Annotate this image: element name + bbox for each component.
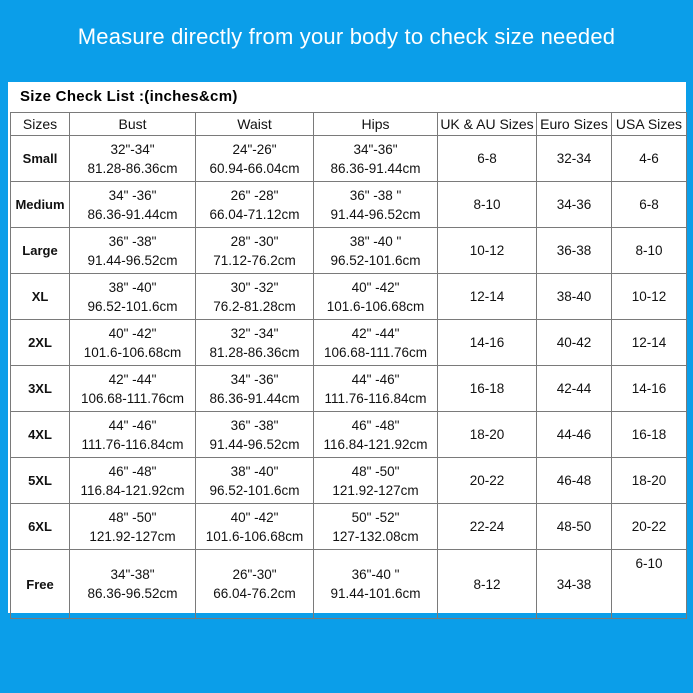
table-row (11, 274, 687, 320)
bust-inches: 36" -38" (108, 233, 157, 249)
usa-cell: 4-6 (612, 136, 687, 182)
size-cell: 3XL (11, 366, 70, 412)
hips-inches: 42" -44" (351, 325, 400, 341)
waist-cm: 86.36-91.44cm (209, 390, 300, 406)
bust-inches: 32"-34" (110, 141, 155, 157)
euro-cell: 46-48 (537, 458, 612, 504)
hips-cm: 101.6-106.68cm (326, 298, 425, 314)
uk-au-cell: 14-16 (438, 320, 537, 366)
hips-cm: 111.76-116.84cm (324, 390, 427, 406)
usa-cell: 16-18 (612, 412, 687, 458)
waist-cell (196, 182, 314, 228)
hips-cm: 91.44-96.52cm (330, 206, 421, 222)
table-row (11, 320, 687, 366)
hips-cm: 116.84-121.92cm (323, 436, 428, 452)
usa-cell: 18-20 (612, 458, 687, 504)
usa-cell: 6-8 (612, 182, 687, 228)
hips-inches: 38" -40 " (349, 233, 402, 249)
bust-cm: 101.6-106.68cm (83, 344, 182, 360)
waist-inches: 36" -38" (230, 417, 279, 433)
table-row (11, 504, 687, 550)
chart-title: Size Check List :(inches&cm) (20, 88, 238, 105)
usa-cell: 20-22 (612, 504, 687, 550)
uk-au-cell: 6-8 (438, 136, 537, 182)
hips-inches: 46" -48" (351, 417, 400, 433)
waist-cm: 76.2-81.28cm (213, 298, 296, 314)
uk-au-cell: 10-12 (438, 228, 537, 274)
uk-au-cell: 20-22 (438, 458, 537, 504)
hips-cell (314, 274, 438, 320)
table-row (11, 228, 687, 274)
uk-au-cell: 8-10 (438, 182, 537, 228)
waist-cell (196, 274, 314, 320)
hips-inches: 44" -46" (351, 371, 400, 387)
waist-cm: 71.12-76.2cm (213, 252, 296, 268)
bust-cell (70, 550, 196, 619)
hips-cell (314, 366, 438, 412)
waist-cm: 60.94-66.04cm (209, 160, 300, 176)
table-row (11, 366, 687, 412)
header-sizes: Sizes (11, 113, 70, 136)
waist-inches: 40" -42" (230, 509, 279, 525)
waist-inches: 32" -34" (230, 325, 279, 341)
hips-inches: 40" -42" (351, 279, 400, 295)
waist-cell (196, 320, 314, 366)
bust-cell (70, 228, 196, 274)
waist-cell (196, 366, 314, 412)
bust-cell (70, 412, 196, 458)
waist-cm: 66.04-71.12cm (209, 206, 300, 222)
waist-inches: 26" -28" (230, 187, 279, 203)
waist-inches: 26"-30" (232, 567, 277, 582)
header-waist: Waist (196, 113, 314, 136)
bust-cell (70, 504, 196, 550)
hips-inches: 50" -52" (351, 509, 400, 525)
uk-au-cell: 16-18 (438, 366, 537, 412)
bust-cm: 116.84-121.92cm (80, 482, 185, 498)
usa-cell: 8-10 (612, 228, 687, 274)
bust-cell (70, 320, 196, 366)
size-cell: Medium (11, 182, 70, 228)
bust-cm: 111.76-116.84cm (81, 436, 184, 452)
hips-cm: 91.44-101.6cm (330, 586, 421, 601)
bust-cell (70, 366, 196, 412)
euro-cell: 48-50 (537, 504, 612, 550)
uk-au-cell: 22-24 (438, 504, 537, 550)
bust-cm: 86.36-91.44cm (87, 206, 178, 222)
hips-cell (314, 320, 438, 366)
hips-cell (314, 458, 438, 504)
waist-cm: 81.28-86.36cm (209, 344, 300, 360)
size-table (10, 112, 687, 619)
bust-cell (70, 274, 196, 320)
usa-cell: 14-16 (612, 366, 687, 412)
usa-cell: 12-14 (612, 320, 687, 366)
size-cell: 5XL (11, 458, 70, 504)
bust-cm: 106.68-111.76cm (80, 390, 185, 406)
hips-inches: 36"-40 " (351, 567, 400, 582)
table-row (11, 458, 687, 504)
bust-cell (70, 458, 196, 504)
hips-cm: 86.36-91.44cm (330, 160, 421, 176)
uk-au-cell: 8-12 (438, 550, 537, 619)
waist-inches: 28" -30" (230, 233, 279, 249)
waist-cell (196, 228, 314, 274)
header-uk-au: UK & AU Sizes (438, 113, 537, 136)
bust-inches: 38" -40" (108, 279, 157, 295)
bust-cm: 96.52-101.6cm (87, 298, 178, 314)
bust-cm: 86.36-96.52cm (87, 586, 178, 601)
usa-cell: 10-12 (612, 274, 687, 320)
table-row (11, 412, 687, 458)
hips-inches: 36" -38 " (349, 187, 402, 203)
bust-inches: 44" -46" (108, 417, 157, 433)
size-chart-sheet (8, 82, 686, 613)
bust-inches: 40" -42" (108, 325, 157, 341)
hips-cm: 127-132.08cm (332, 528, 419, 544)
size-cell: Free (11, 550, 70, 619)
hips-cell (314, 550, 438, 619)
bust-inches: 48" -50" (108, 509, 157, 525)
size-cell: 4XL (11, 412, 70, 458)
waist-cm: 91.44-96.52cm (209, 436, 300, 452)
header-row (11, 113, 687, 136)
waist-cell (196, 412, 314, 458)
euro-cell: 40-42 (537, 320, 612, 366)
bust-inches: 42" -44" (108, 371, 157, 387)
header-bust: Bust (70, 113, 196, 136)
size-cell: 6XL (11, 504, 70, 550)
size-cell: Small (11, 136, 70, 182)
size-cell: XL (11, 274, 70, 320)
euro-cell: 44-46 (537, 412, 612, 458)
hips-cm: 121.92-127cm (332, 482, 419, 498)
waist-cell (196, 136, 314, 182)
hips-cm: 96.52-101.6cm (330, 252, 421, 268)
waist-cell (196, 458, 314, 504)
header-usa: USA Sizes (612, 113, 687, 136)
usa-cell: 6-10 (612, 550, 687, 619)
hips-inches: 34"-36" (353, 141, 398, 157)
waist-inches: 24"-26" (232, 141, 277, 157)
euro-cell: 34-36 (537, 182, 612, 228)
waist-inches: 30" -32" (230, 279, 279, 295)
bust-cm: 121.92-127cm (89, 528, 176, 544)
hips-cm: 106.68-111.76cm (323, 344, 428, 360)
bust-cm: 81.28-86.36cm (87, 160, 178, 176)
waist-inches: 38" -40" (230, 463, 279, 479)
uk-au-cell: 12-14 (438, 274, 537, 320)
euro-cell: 36-38 (537, 228, 612, 274)
euro-cell: 34-38 (537, 550, 612, 619)
hips-cell (314, 228, 438, 274)
table-row (11, 182, 687, 228)
waist-cm: 101.6-106.68cm (205, 528, 304, 544)
euro-cell: 42-44 (537, 366, 612, 412)
hips-cell (314, 504, 438, 550)
hips-cell (314, 182, 438, 228)
table-row (11, 550, 687, 619)
waist-cell (196, 504, 314, 550)
hips-cell (314, 412, 438, 458)
bust-inches: 34"-38" (110, 567, 155, 582)
waist-cell (196, 550, 314, 619)
header-euro: Euro Sizes (537, 113, 612, 136)
waist-cm: 66.04-76.2cm (213, 586, 296, 601)
waist-cm: 96.52-101.6cm (209, 482, 300, 498)
bust-inches: 34" -36" (108, 187, 157, 203)
uk-au-cell: 18-20 (438, 412, 537, 458)
bust-cell (70, 182, 196, 228)
banner-heading: Measure directly from your body to check size needed (77, 24, 616, 49)
euro-cell: 32-34 (537, 136, 612, 182)
waist-inches: 34" -36" (230, 371, 279, 387)
euro-cell: 38-40 (537, 274, 612, 320)
bust-cm: 91.44-96.52cm (87, 252, 178, 268)
table-row (11, 136, 687, 182)
hips-cell (314, 136, 438, 182)
hips-inches: 48" -50" (351, 463, 400, 479)
size-cell: Large (11, 228, 70, 274)
bust-inches: 46" -48" (108, 463, 157, 479)
header-hips: Hips (314, 113, 438, 136)
size-cell: 2XL (11, 320, 70, 366)
bust-cell (70, 136, 196, 182)
